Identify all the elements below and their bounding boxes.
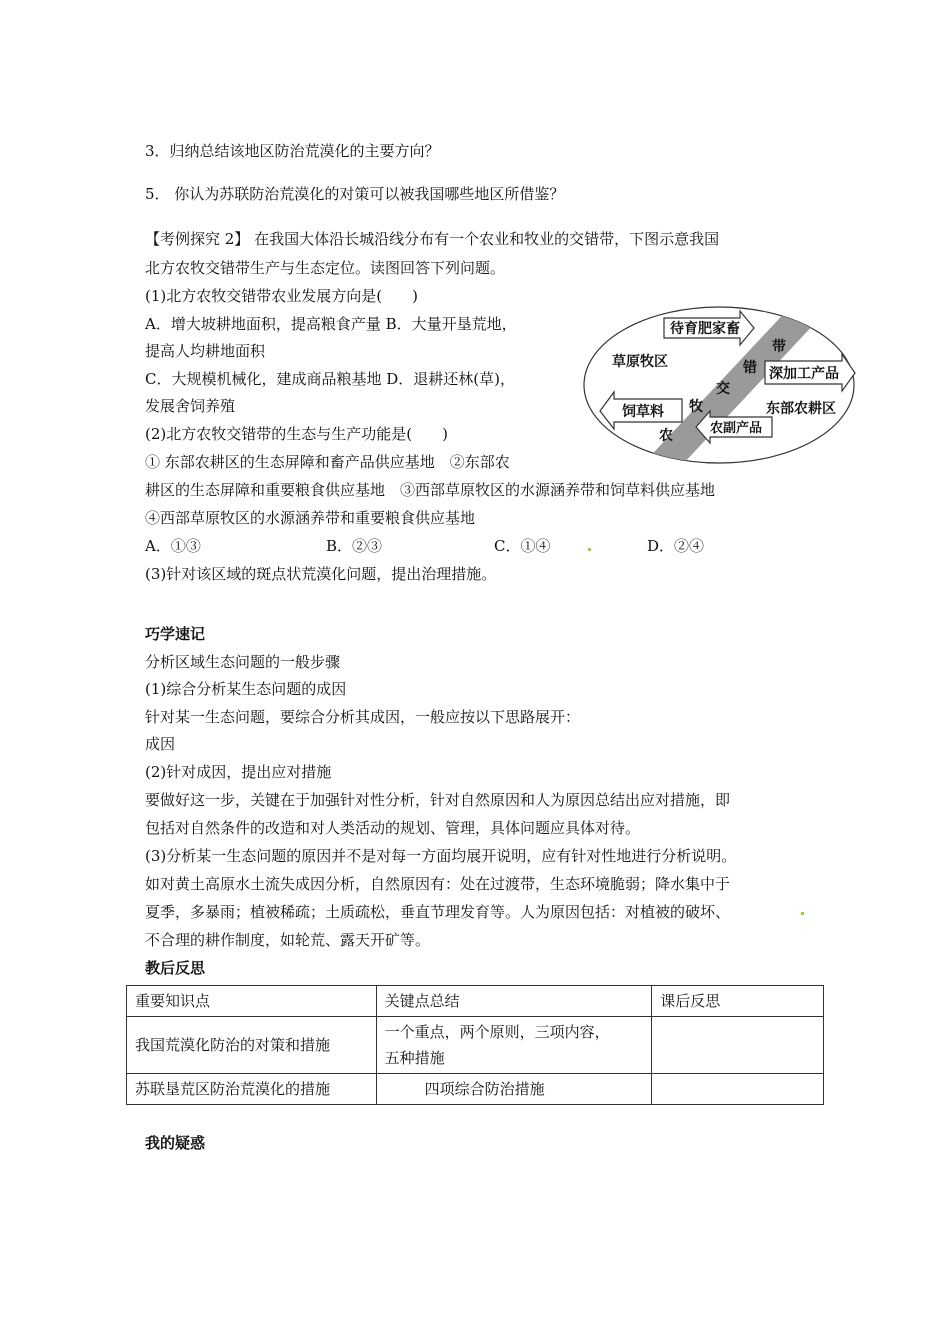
row1-summary-line1: 一个重点，两个原则，三项内容， [384, 1023, 610, 1041]
band-char-jiao: 交 [716, 381, 730, 397]
quick-title: 巧学速记 [145, 625, 206, 643]
doubts-title: 我的疑惑 [145, 1134, 206, 1152]
question-5: 5． 你认为苏联防治荒漠化的对策可以被我国哪些地区所借鉴？ [145, 185, 565, 203]
agro-pastoral-diagram [582, 305, 857, 465]
subquestion-1-options-ab: A．增大坡耕地面积，提高粮食产量 B．大量开垦荒地， [145, 315, 517, 333]
subquestion-2-line1: ① 东部农耕区的生态屏障和畜产品供应基地 ②东部农 [145, 453, 510, 471]
subquestion-2-line3: ④西部草原牧区的水源涵养带和重要粮食供应基地 [145, 509, 476, 527]
reflection-table [126, 985, 824, 1105]
reflection-title: 教后反思 [145, 959, 206, 977]
stray-mark [801, 912, 804, 915]
table-header-row [127, 986, 824, 1017]
band-char-dai: 带 [772, 339, 786, 355]
quick-line-9: 如对黄土高原水土流失成因分析，自然原因有：处在过渡带，生态环境脆弱；降水集中于 [145, 875, 731, 893]
quick-line-8: (3)分析某一生态问题的原因并不是对每一方面均展开说明，应有针对性地进行分析说明。 [145, 847, 737, 865]
subquestion-1: (1)北方农牧交错带农业发展方向是( ) [145, 287, 418, 305]
option-d: D．②④ [647, 537, 705, 555]
option-c: C．①④ [494, 537, 551, 555]
row2-knowledge: 苏联垦荒区防治荒漠化的措施 [127, 1074, 377, 1105]
band-char-cuo: 错 [743, 360, 757, 376]
row1-reflection[interactable] [652, 1017, 824, 1074]
subquestion-1-options-ab-cont: 提高人均耕地面积 [145, 342, 266, 360]
row1-summary [376, 1017, 652, 1074]
quick-line-6: 要做好这一步，关键在于加强针对性分析，针对自然原因和人为原因总结出应对措施，即 [145, 791, 731, 809]
header-knowledge: 重要知识点 [127, 986, 377, 1017]
question-3: 3．归纳总结该地区防治荒漠化的主要方向？ [145, 142, 440, 160]
table-row [127, 1017, 824, 1074]
quick-line-10: 夏季，多暴雨；植被稀疏；土质疏松，垂直节理发育等。人为原因包括：对植被的破坏、 [145, 903, 731, 921]
band-char-mu: 牧 [689, 399, 703, 415]
arrow-right-label: 深加工产品 [769, 366, 839, 382]
arrow-left-label: 饲草料 [622, 404, 664, 420]
subquestion-3: (3)针对该区域的斑点状荒漠化问题，提出治理措施。 [145, 565, 497, 583]
quick-line-3: 针对某一生态问题，要综合分析其成因，一般应按以下思路展开： [145, 708, 581, 726]
quick-line-1: 分析区域生态问题的一般步骤 [145, 653, 341, 671]
example2-intro: 【考例探究 2】 在我国大体沿长城沿线分布有一个农业和牧业的交错带，下图示意我国 [145, 230, 720, 248]
quick-line-7: 包括对自然条件的改造和对人类活动的规划、管理，具体问题应具体对待。 [145, 819, 641, 837]
row1-summary-line2: 五种措施 [384, 1049, 445, 1067]
arrow-top-label: 待育肥家畜 [670, 321, 740, 337]
quick-line-2: (1)综合分析某生态问题的成因 [145, 680, 347, 698]
subquestion-2: (2)北方农牧交错带的生态与生产功能是( ) [145, 425, 448, 443]
arrow-bottom-label: 农副产品 [710, 421, 763, 436]
stray-mark [588, 548, 591, 551]
option-a: A．①③ [145, 537, 201, 555]
subquestion-2-line2: 耕区的生态屏障和重要粮食供应基地 ③西部草原牧区的水源涵养带和饲草料供应基地 [145, 481, 716, 499]
header-reflection: 课后反思 [652, 986, 824, 1017]
header-summary: 关键点总结 [376, 986, 652, 1017]
subquestion-1-options-cd: C．大规模机械化，建成商品粮基地 D．退耕还林(草)， [145, 370, 515, 388]
example2-intro-cont: 北方农牧交错带生产与生态定位。读图回答下列问题。 [145, 259, 506, 277]
subquestion-1-options-cd-cont: 发展舍饲养殖 [145, 397, 236, 415]
quick-line-4: 成因 [145, 735, 176, 753]
band-char-nong: 农 [659, 428, 673, 444]
table-row [127, 1074, 824, 1105]
quick-line-11: 不合理的耕作制度，如轮荒、露天开矿等。 [145, 931, 431, 949]
left-region-label: 草原牧区 [612, 354, 668, 370]
option-b: B．②③ [326, 537, 383, 555]
row2-reflection[interactable] [652, 1074, 824, 1105]
right-region-label: 东部农耕区 [766, 401, 836, 417]
row1-knowledge: 我国荒漠化防治的对策和措施 [127, 1017, 377, 1074]
row2-summary: 四项综合防治措施 [376, 1074, 652, 1105]
quick-line-5: (2)针对成因，提出应对措施 [145, 763, 332, 781]
